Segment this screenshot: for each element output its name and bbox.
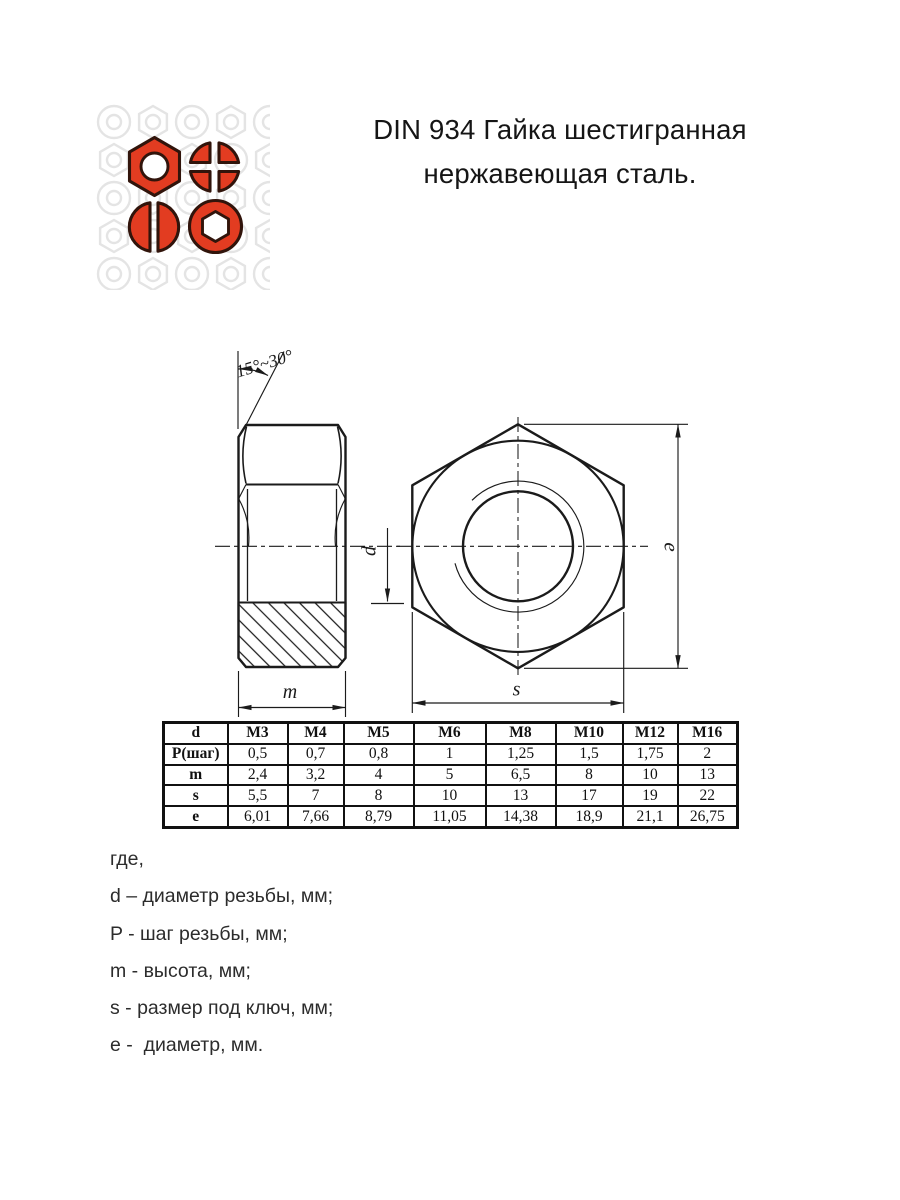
table-cell: 8 [344,785,414,806]
table-cell: 1,75 [623,744,678,765]
table-header-cell: M6 [414,723,486,744]
table-row [164,744,738,765]
dimensions-table-body [164,723,738,828]
table-cell: 2,4 [228,765,288,786]
table-cell: 5 [414,765,486,786]
page-title [290,108,830,196]
table-cell: 2 [678,744,738,765]
legend-item: m - высота, мм; [110,959,251,982]
dimension-m [239,671,346,717]
page-title-line2: нержавеющая сталь. [423,158,697,189]
company-logo [90,100,275,295]
table-header-cell: M4 [288,723,344,744]
table-cell: 11,05 [414,806,486,827]
table-row [164,723,738,744]
page-title-line1: DIN 934 Гайка шестигранная [373,114,747,145]
legend-item: s - размер под ключ, мм; [110,997,334,1020]
table-cell: 1,25 [486,744,556,765]
legend [110,841,333,1065]
table-header-cell: M10 [556,723,623,744]
table-cell: 17 [556,785,623,806]
table-cell: m [164,765,228,786]
dimension-d [359,528,405,604]
table-cell: 3,2 [288,765,344,786]
table-cell: 7,66 [288,806,344,827]
dimension-label-e: e [659,542,684,552]
hex-nut-icon [130,138,180,196]
table-header-cell: M16 [678,723,738,744]
dimensions-table [162,721,739,829]
table-row [164,765,738,786]
angle-label: 15°~30° [233,345,296,382]
chamfer-angle-callout [233,345,295,430]
table-header-cell: M5 [344,723,414,744]
hex-socket-icon [190,201,242,253]
table-cell: 7 [288,785,344,806]
table-cell: 13 [486,785,556,806]
table-row [164,785,738,806]
fastener-watermark-pattern [95,103,270,290]
side-view-thread-section-hatch [239,603,346,668]
side-view [215,425,403,667]
table-header-cell: d [164,723,228,744]
table-cell: 19 [623,785,678,806]
table-cell: 0,5 [228,744,288,765]
dimension-label-d: d [358,546,381,556]
table-cell: 8,79 [344,806,414,827]
table-cell: 6,01 [228,806,288,827]
table-header-cell: M12 [623,723,678,744]
table-cell: 1,5 [556,744,623,765]
table-cell: 0,8 [344,744,414,765]
legend-item: P - шаг резьбы, мм; [110,922,288,945]
side-view-facet-connectors [239,485,346,500]
table-cell: 10 [623,765,678,786]
table-cell: s [164,785,228,806]
table-cell: 22 [678,785,738,806]
dimension-label-s: s [512,678,521,701]
side-view-chamfer-arcs-mid [239,499,345,546]
table-cell: 6,5 [486,765,556,786]
table-header-cell: M8 [486,723,556,744]
table-cell: 10 [414,785,486,806]
table-header-cell: M3 [228,723,288,744]
table-cell: e [164,806,228,827]
side-view-bore-lines [248,489,337,601]
front-view [397,417,648,675]
table-cell: 0,7 [288,744,344,765]
dimension-label-m: m [282,681,298,703]
table-cell: 21,1 [623,806,678,827]
table-row [164,806,738,827]
legend-item: e - диаметр, мм. [110,1034,264,1057]
table-cell: P(шаг) [164,744,228,765]
side-view-chamfer-arcs-top [243,427,341,484]
technical-drawing [150,330,770,740]
table-cell: 13 [678,765,738,786]
table-cell: 18,9 [556,806,623,827]
table-cell: 1 [414,744,486,765]
legend-intro: где, [110,848,144,870]
table-cell: 5,5 [228,785,288,806]
table-cell: 8 [556,765,623,786]
table-cell: 4 [344,765,414,786]
table-cell: 26,75 [678,806,738,827]
legend-item: d – диаметр резьбы, мм; [110,885,334,908]
table-cell: 14,38 [486,806,556,827]
legend-items [110,878,333,1064]
